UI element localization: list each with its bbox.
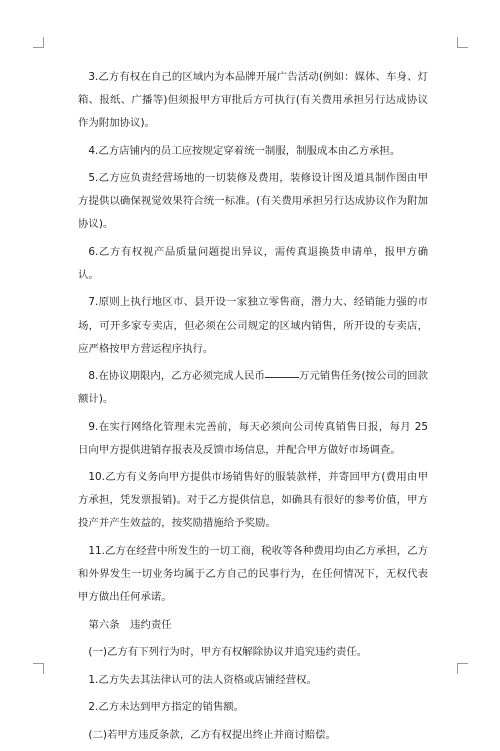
crop-mark-bottom-right: [457, 663, 468, 674]
document-body: [78, 66, 428, 751]
clause-8-after: 万元销售任务(按公司的回款额计)。: [78, 370, 429, 406]
clause-8-before: 8.在协议期限内，乙方必须完成人民币: [88, 370, 265, 383]
section-2-intro: (二)若甲方违反条款，乙方有权提出终止并商讨赔偿。: [88, 728, 336, 741]
clause-6: 6.乙方有权视产品质量问题提出异议，需传真退换货申请单，报甲方确认。: [78, 245, 428, 281]
crop-mark-top-left: [33, 37, 44, 48]
clause-11: 11.乙方在经营中所发生的一切工商，税收等各种费用均由乙方承担，乙方和外界发生一切业务均属于乙方自己的民事行为，在任何情况下，无权代表甲方做出任何承诺。: [78, 544, 428, 604]
clause-8: [78, 365, 428, 411]
breach-item-2: 2.乙方未达到甲方指定的销售额。: [88, 701, 245, 714]
crop-mark-top-right: [457, 37, 468, 48]
breach-item-1: 1.乙方失去其法律认可的法人资格或店铺经营权。: [88, 673, 317, 686]
article-6-heading: 第六条 违约责任: [88, 618, 172, 631]
clause-7: 7.原则上执行地区市、县开设一家独立零售商，潜力大、经销能力强的市场，可开多家专卖店，但必须在公司规定的区域内销售，所开设的专卖店，应严格按甲方营运程序执行。: [78, 296, 428, 355]
crop-mark-bottom-left: [33, 663, 44, 674]
clause-9: 9.在实行网络化管理未完善前，每天必须向公司传真销售日报，每月 25 日向甲方提供进销存报表及反馈市场信息，并配合甲方做好市场调查。: [78, 420, 428, 456]
clause-5: 5.乙方应负责经营场地的一切装修及费用，装修设计图及道具制作图由甲方提供以确保视觉效果符合统一标准。(有关费用承担另行达成协议作为附加协议)。: [78, 172, 428, 231]
sales-amount-blank: [265, 376, 299, 378]
clause-3: 3.乙方有权在自己的区域内为本品牌开展广告活动(例如：媒体、车身、灯箱、报纸、广播等)但须报甲方审批后方可执行(有关费用承担另行达成协议作为附加协议)。: [78, 71, 428, 130]
clause-10: 10.乙方有义务向甲方提供市场销售好的服装款样，并寄回甲方(费用由甲方承担，凭发票报销)。对于乙方提供信息，如确具有很好的参考价值，甲方投产并产生效益的，按奖励措施给予奖励。: [78, 471, 428, 530]
clause-4: 4.乙方店铺内的员工应按规定穿着统一制服，制服成本由乙方承担。: [88, 144, 401, 157]
section-1-intro: (一)乙方有下列行为时，甲方有权解除协议并追究违约责任。: [88, 646, 368, 659]
